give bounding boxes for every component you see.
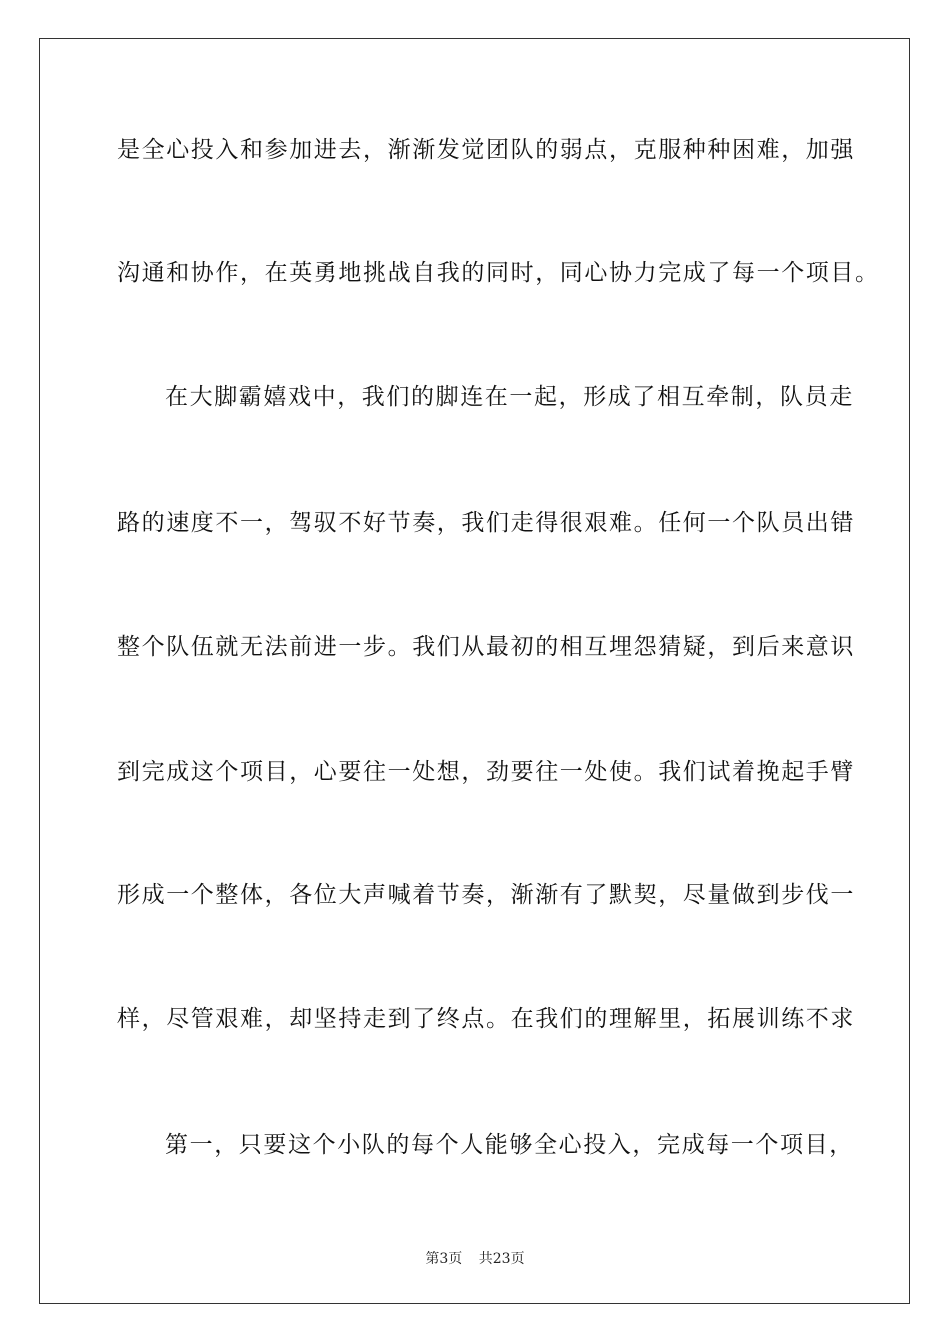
- text-line-9: 第一，只要这个小队的每个人能够全心投入，完成每一个项目，: [165, 1132, 854, 1158]
- page-footer: [0, 1248, 950, 1268]
- text-line-6: 到完成这个项目，心要往一处想，劲要往一处使。我们试着挽起手臂: [117, 759, 855, 785]
- page-number: 第3页: [425, 1251, 463, 1267]
- text-line-1: 是全心投入和参加进去，渐渐发觉团队的弱点，克服种种困难，加强: [117, 137, 855, 163]
- text-line-4: 路的速度不一，驾驭不好节奏，我们走得很艰难。任何一个队员出错: [117, 510, 855, 536]
- page-total: 共23页: [478, 1251, 525, 1267]
- text-line-5: 整个队伍就无法前进一步。我们从最初的相互埋怨猜疑，到后来意识: [117, 634, 855, 660]
- page-border: [39, 38, 910, 1304]
- text-line-2: 沟通和协作，在英勇地挑战自我的同时，同心协力完成了每一个项目。: [117, 260, 880, 286]
- text-line-3: 在大脚霸嬉戏中，我们的脚连在一起，形成了相互牵制，队员走: [165, 384, 854, 410]
- text-line-7: 形成一个整体，各位大声喊着节奏，渐渐有了默契，尽量做到步伐一: [117, 882, 855, 908]
- text-line-8: 样，尽管艰难，却坚持走到了终点。在我们的理解里，拓展训练不求: [117, 1006, 855, 1032]
